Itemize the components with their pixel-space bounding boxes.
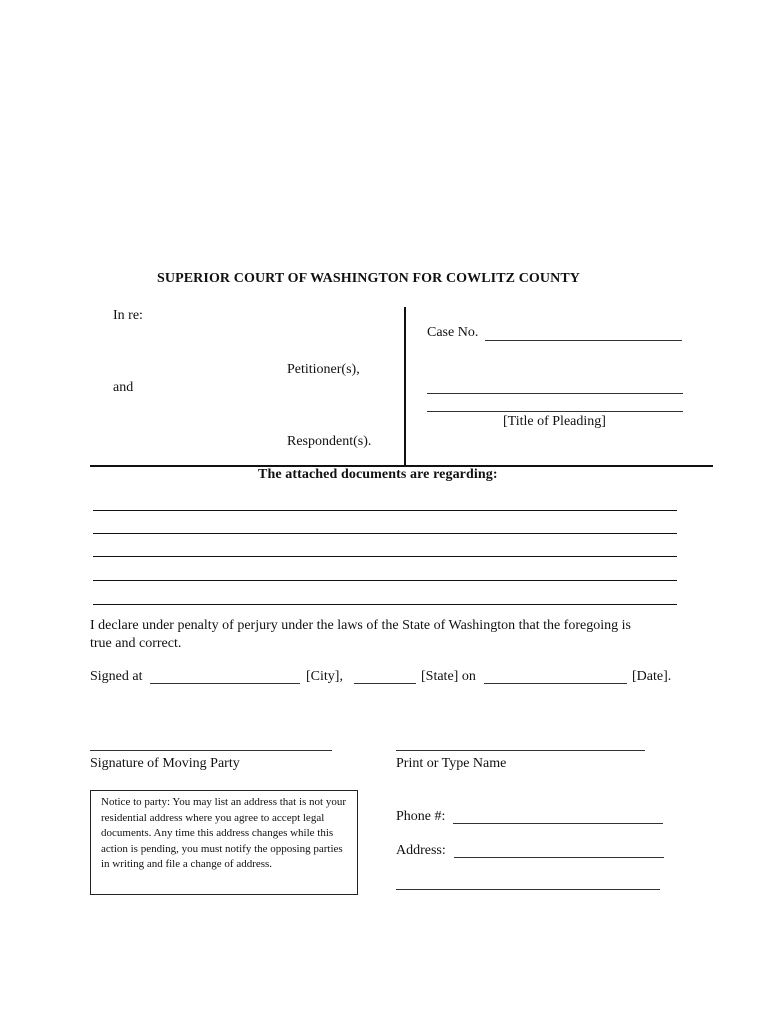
- petitioner-label: Petitioner(s),: [287, 362, 360, 377]
- case-no-field[interactable]: [485, 340, 682, 341]
- pleading-title-field-line-2[interactable]: [427, 411, 683, 412]
- signature-field[interactable]: [90, 750, 332, 751]
- regarding-line-2[interactable]: [93, 533, 677, 534]
- regarding-line-1[interactable]: [93, 510, 677, 511]
- caption-divider: [404, 307, 406, 465]
- declaration-line-2: true and correct.: [90, 636, 182, 651]
- regarding-line-5[interactable]: [93, 604, 677, 605]
- state-label: [State] on: [421, 669, 476, 684]
- address-field-line-2[interactable]: [396, 889, 660, 890]
- address-label: Address:: [396, 843, 446, 858]
- regarding-heading: The attached documents are regarding:: [258, 467, 498, 482]
- city-label: [City],: [306, 669, 343, 684]
- print-name-field[interactable]: [396, 750, 645, 751]
- pleading-title-field-line-1[interactable]: [427, 393, 683, 394]
- in-re-label: In re:: [113, 308, 143, 323]
- date-label: [Date].: [632, 669, 672, 684]
- case-no-label: Case No.: [427, 325, 479, 340]
- declaration-line-1: I declare under penalty of perjury under the laws of the State of Washington that the foregoing is: [90, 618, 631, 633]
- court-title: SUPERIOR COURT OF WASHINGTON FOR COWLITZ COUNTY: [157, 271, 580, 286]
- city-field[interactable]: [150, 683, 300, 684]
- title-of-pleading-label: [Title of Pleading]: [503, 414, 606, 429]
- regarding-line-3[interactable]: [93, 556, 677, 557]
- phone-label: Phone #:: [396, 809, 446, 824]
- address-field-line-1[interactable]: [454, 857, 664, 858]
- respondent-label: Respondent(s).: [287, 434, 372, 449]
- notice-box: [90, 790, 358, 895]
- signed-at-label: Signed at: [90, 669, 143, 684]
- and-label: and: [113, 380, 134, 395]
- notice-text: Notice to party: You may list an address that is not your residential address where you agree to accept legal documents. Any time this address changes while this action is pending, you must notify the opposing parties in writing and file a change of address.: [101, 796, 347, 870]
- regarding-line-4[interactable]: [93, 580, 677, 581]
- signature-label: Signature of Moving Party: [90, 756, 240, 771]
- state-field[interactable]: [354, 683, 416, 684]
- date-field[interactable]: [484, 683, 627, 684]
- print-name-label: Print or Type Name: [396, 756, 507, 771]
- phone-field[interactable]: [453, 823, 663, 824]
